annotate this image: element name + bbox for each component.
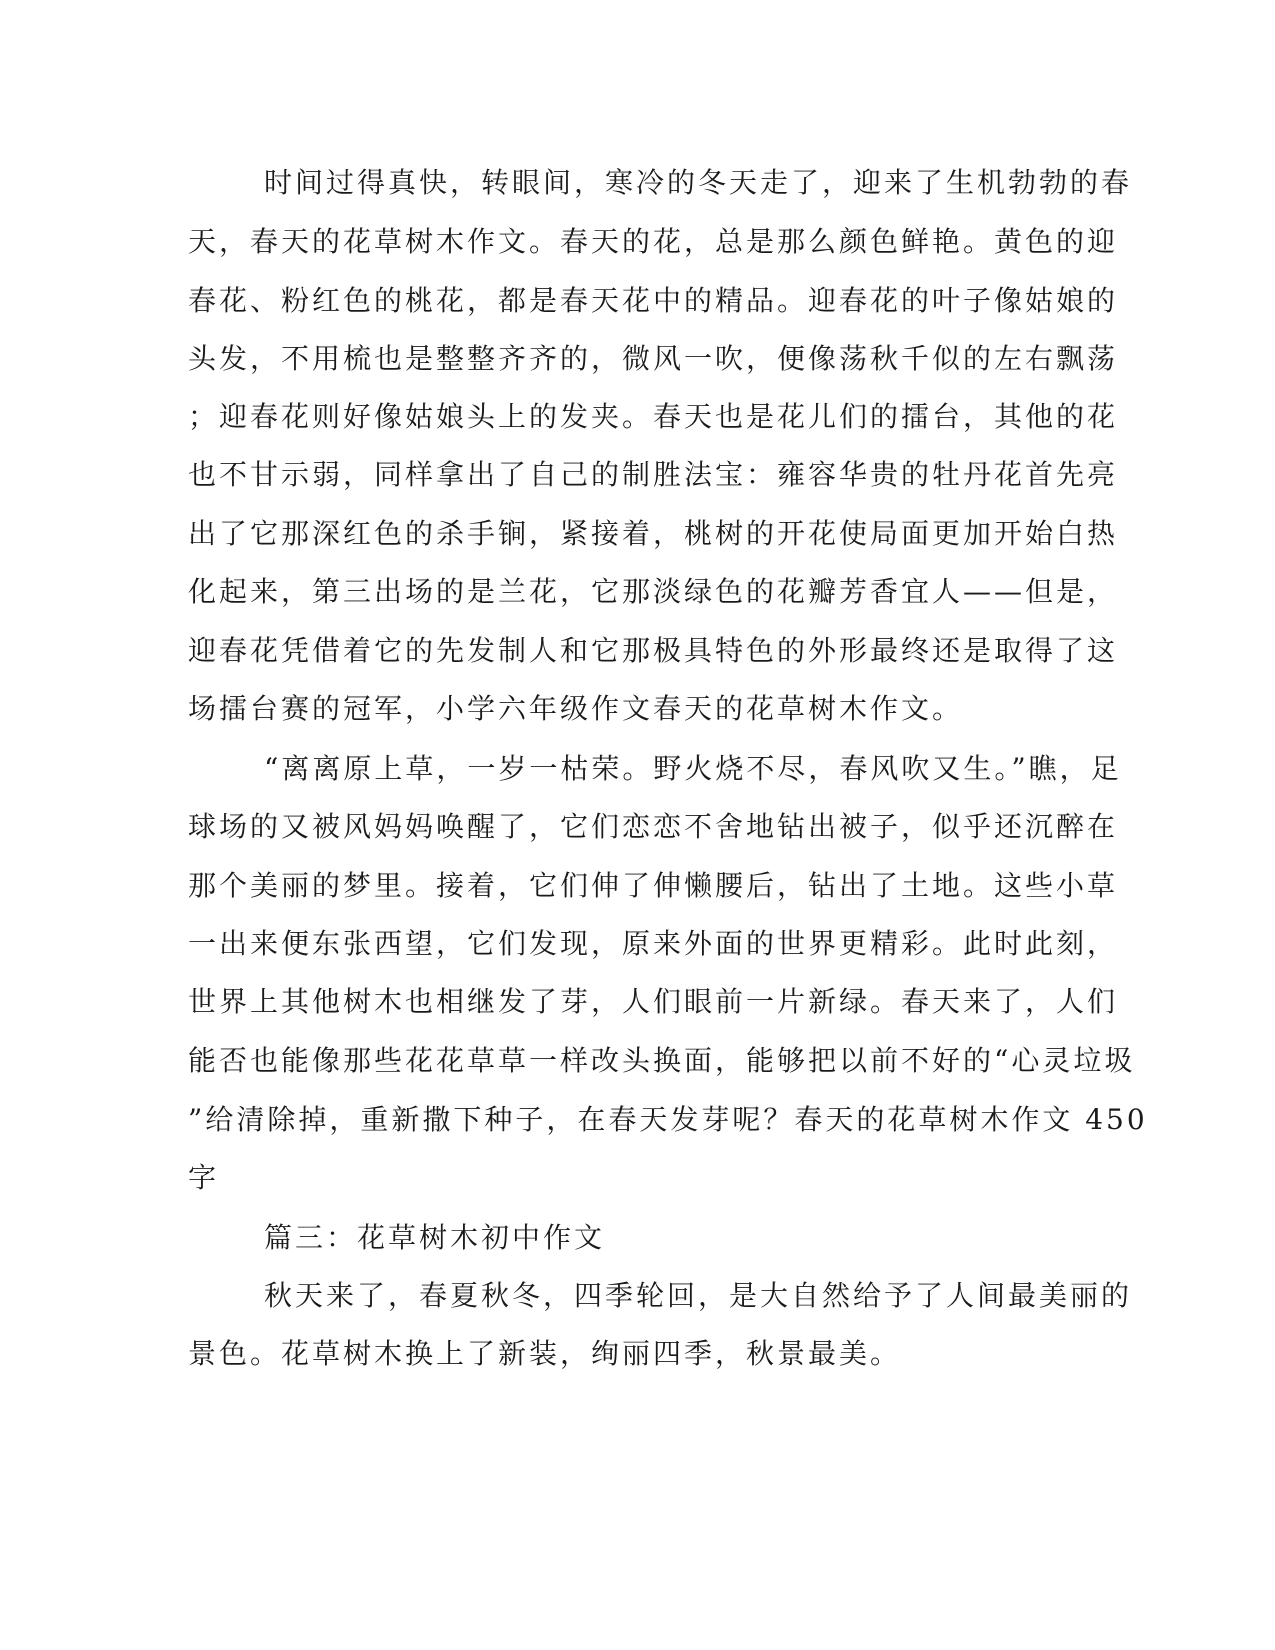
paragraph-2-line-6: 能否也能像那些花花草草一样改头换面，能够把以前不好的“心灵垃圾 — [188, 1044, 1136, 1077]
paragraph-1-line-2: 天，春天的花草树木作文。春天的花，总是那么颜色鲜艳。黄色的迎 — [188, 225, 1119, 258]
section-heading: 篇三：花草树木初中作文 — [264, 1221, 606, 1254]
paragraph-1-line-9: 迎春花凭借着它的先发制人和它那极具特色的外形最终还是取得了这 — [188, 634, 1119, 667]
paragraph-4-line-2: 景色。花草树木换上了新装，绚丽四季，秋景最美。 — [188, 1337, 902, 1370]
paragraph-2-line-2: 球场的又被风妈妈唤醒了，它们恋恋不舍地钻出被子，似乎还沉醉在 — [188, 810, 1119, 843]
paragraph-1-line-4: 头发，不用梳也是整整齐齐的，微风一吹，便像荡秋千似的左右飘荡 — [188, 342, 1119, 375]
paragraph-2-line-5: 世界上其他树木也相继发了芽，人们眼前一片新绿。春天来了，人们 — [188, 985, 1119, 1018]
paragraph-1-line-5: ；迎春花则好像姑娘头上的发夹。春天也是花儿们的擂台，其他的花 — [188, 400, 1119, 433]
paragraph-2-line-3: 那个美丽的梦里。接着，它们伸了伸懒腰后，钻出了土地。这些小草 — [188, 869, 1119, 902]
paragraph-1-line-1: 时间过得真快，转眼间，寒冷的冬天走了，迎来了生机勃勃的春 — [264, 166, 1133, 199]
paragraph-1-line-10: 场擂台赛的冠军，小学六年级作文春天的花草树木作文。 — [188, 692, 964, 725]
paragraph-1-line-7: 出了它那深红色的杀手锏，紧接着，桃树的开花使局面更加开始白热 — [188, 517, 1119, 550]
paragraph-1-line-3: 春花、粉红色的桃花，都是春天花中的精品。迎春花的叶子像姑娘的 — [188, 284, 1119, 317]
paragraph-1-line-8: 化起来，第三出场的是兰花，它那淡绿色的花瓣芳香宜人——但是， — [188, 575, 1119, 608]
paragraph-2-line-7: ”给清除掉，重新撒下种子，在春天发芽呢？春天的花草树木作文 450 — [188, 1103, 1148, 1136]
paragraph-2-line-4: 一出来便东张西望，它们发现，原来外面的世界更精彩。此时此刻， — [188, 927, 1119, 960]
paragraph-4-line-1: 秋天来了，春夏秋冬，四季轮回，是大自然给予了人间最美丽的 — [264, 1279, 1133, 1312]
paragraph-2-line-8: 字 — [188, 1161, 220, 1194]
paragraph-2-line-1: “离离原上草，一岁一枯荣。野火烧不尽，春风吹又生。”瞧，足 — [264, 752, 1122, 785]
paragraph-1-line-6: 也不甘示弱，同样拿出了自己的制胜法宝：雍容华贵的牡丹花首先亮 — [188, 458, 1119, 491]
